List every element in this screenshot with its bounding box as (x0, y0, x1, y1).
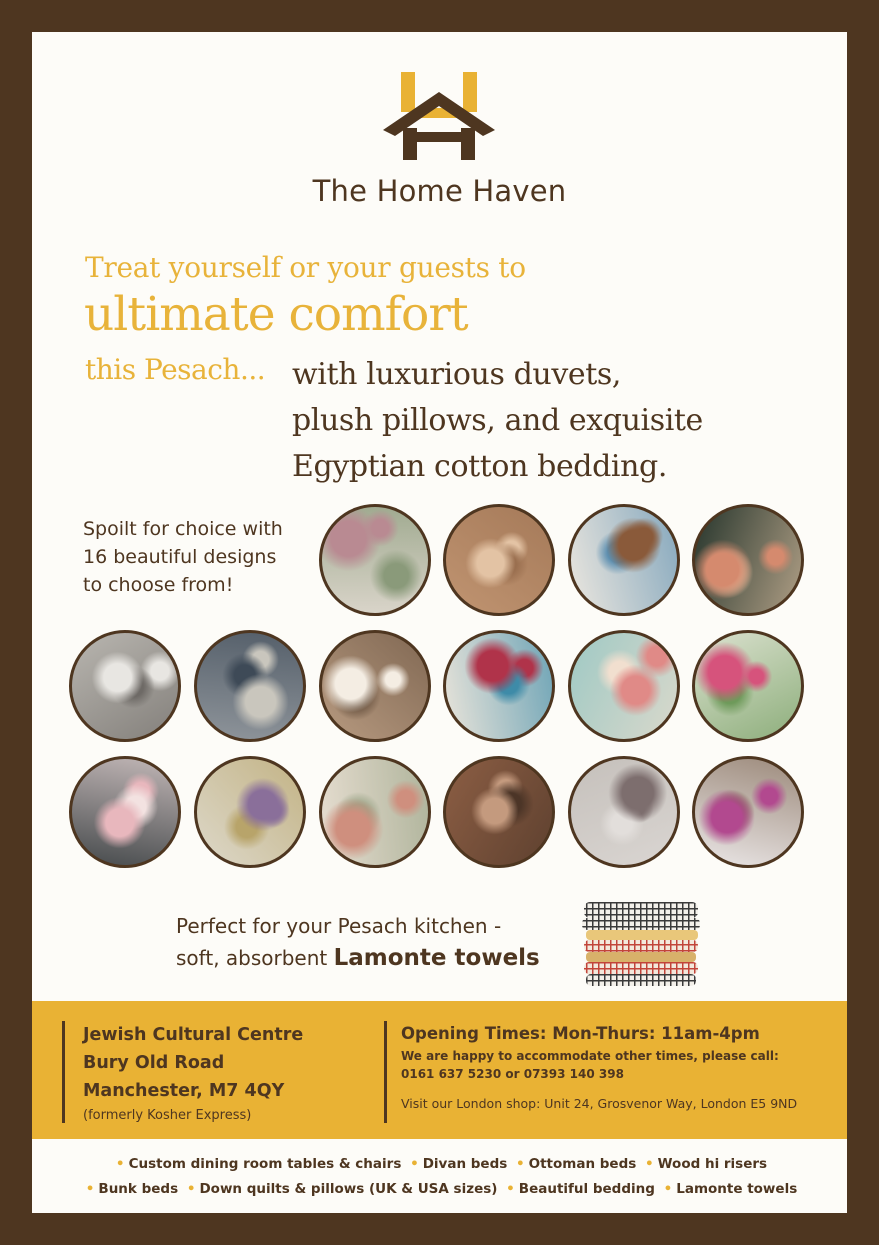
headline-body (292, 352, 832, 490)
towel-line-1: Perfect for your Pesach kitchen - (176, 914, 502, 938)
headline-ultimate-comfort: ultimate comfort (84, 287, 468, 342)
service-item: Ottoman beds (528, 1156, 637, 1172)
phone-numbers: 0161 637 5230 or 07393 140 398 (401, 1067, 624, 1081)
white-magnolia-design-swatch (319, 630, 431, 742)
magenta-branch-design-swatch (692, 756, 804, 868)
brand-name: The Home Haven (312, 174, 567, 208)
pink-blossom-design-swatch (69, 756, 181, 868)
lavender-floral-design-swatch (194, 756, 306, 868)
towel-text (176, 910, 596, 974)
services-row-2: • Bunk beds • Down quilts & pillows (UK & USA sizes) • Beautiful bedding • Lamonte towels (85, 1181, 798, 1197)
services-list (32, 1152, 847, 1202)
service-item: Lamonte towels (676, 1181, 798, 1197)
aqua-floral-design-swatch (568, 630, 680, 742)
grey-single-flower-design-swatch (568, 756, 680, 868)
peach-blossom-design-swatch (319, 756, 431, 868)
towel-line-2-prefix: soft, absorbent (176, 946, 334, 970)
beige-abstract-design-swatch (443, 504, 555, 616)
opening-times: Opening Times: Mon-Thurs: 11am-4pm (401, 1024, 760, 1043)
address-line-1: Jewish Cultural Centre (83, 1025, 304, 1045)
birds-on-branch-design-swatch (568, 504, 680, 616)
headline-body-line: with luxurious duvets, (292, 357, 622, 392)
pink-poppy-design-swatch (319, 504, 431, 616)
info-band (32, 1001, 847, 1139)
pink-tropical-design-swatch (692, 630, 804, 742)
service-item: Wood hi risers (657, 1156, 768, 1172)
choice-line: to choose from! (83, 574, 234, 596)
blue-marble-design-swatch (194, 630, 306, 742)
service-item: Bunk beds (98, 1181, 179, 1197)
towel-line-2 (176, 942, 596, 974)
service-item: Custom dining room tables & chairs (128, 1156, 402, 1172)
headline-body-line: Egyptian cotton bedding. (292, 449, 667, 484)
address-line-2: Bury Old Road (83, 1053, 225, 1073)
service-item: Divan beds (422, 1156, 508, 1172)
address-note: (formerly Kosher Express) (83, 1108, 252, 1123)
bird-and-berries-design-swatch (443, 630, 555, 742)
towel-brand: Lamonte towels (333, 945, 540, 971)
service-item: Beautiful bedding (518, 1181, 655, 1197)
service-item: Down quilts & pillows (UK & USA sizes) (199, 1181, 498, 1197)
headline-body-line: plush pillows, and exquisite (292, 403, 703, 438)
grey-marble-design-swatch (69, 630, 181, 742)
brown-rose-design-swatch (443, 756, 555, 868)
hours-block (384, 1021, 834, 1123)
address-line-3: Manchester, M7 4QY (83, 1081, 285, 1101)
choice-line: 16 beautiful designs (83, 546, 277, 568)
services-row-1: • Custom dining room tables & chairs • Divan beds • Ottoman beds • Wood hi risers (115, 1156, 768, 1172)
towel-stack-icon (580, 896, 702, 990)
choice-text (83, 515, 313, 599)
choice-line: Spoilt for choice with (83, 518, 283, 540)
contact-line: We are happy to accommodate other times, please call: (401, 1049, 779, 1063)
london-shop: Visit our London shop: Unit 24, Grosvenor Way, London E5 9ND (401, 1096, 798, 1111)
flyer-page (32, 32, 847, 1213)
dark-floral-design-swatch (692, 504, 804, 616)
house-logo-icon (383, 72, 495, 160)
address-block (62, 1021, 303, 1123)
headline-line-1: Treat yourself or your guests to (85, 251, 526, 284)
headline-this-pesach: this Pesach... (85, 353, 266, 386)
